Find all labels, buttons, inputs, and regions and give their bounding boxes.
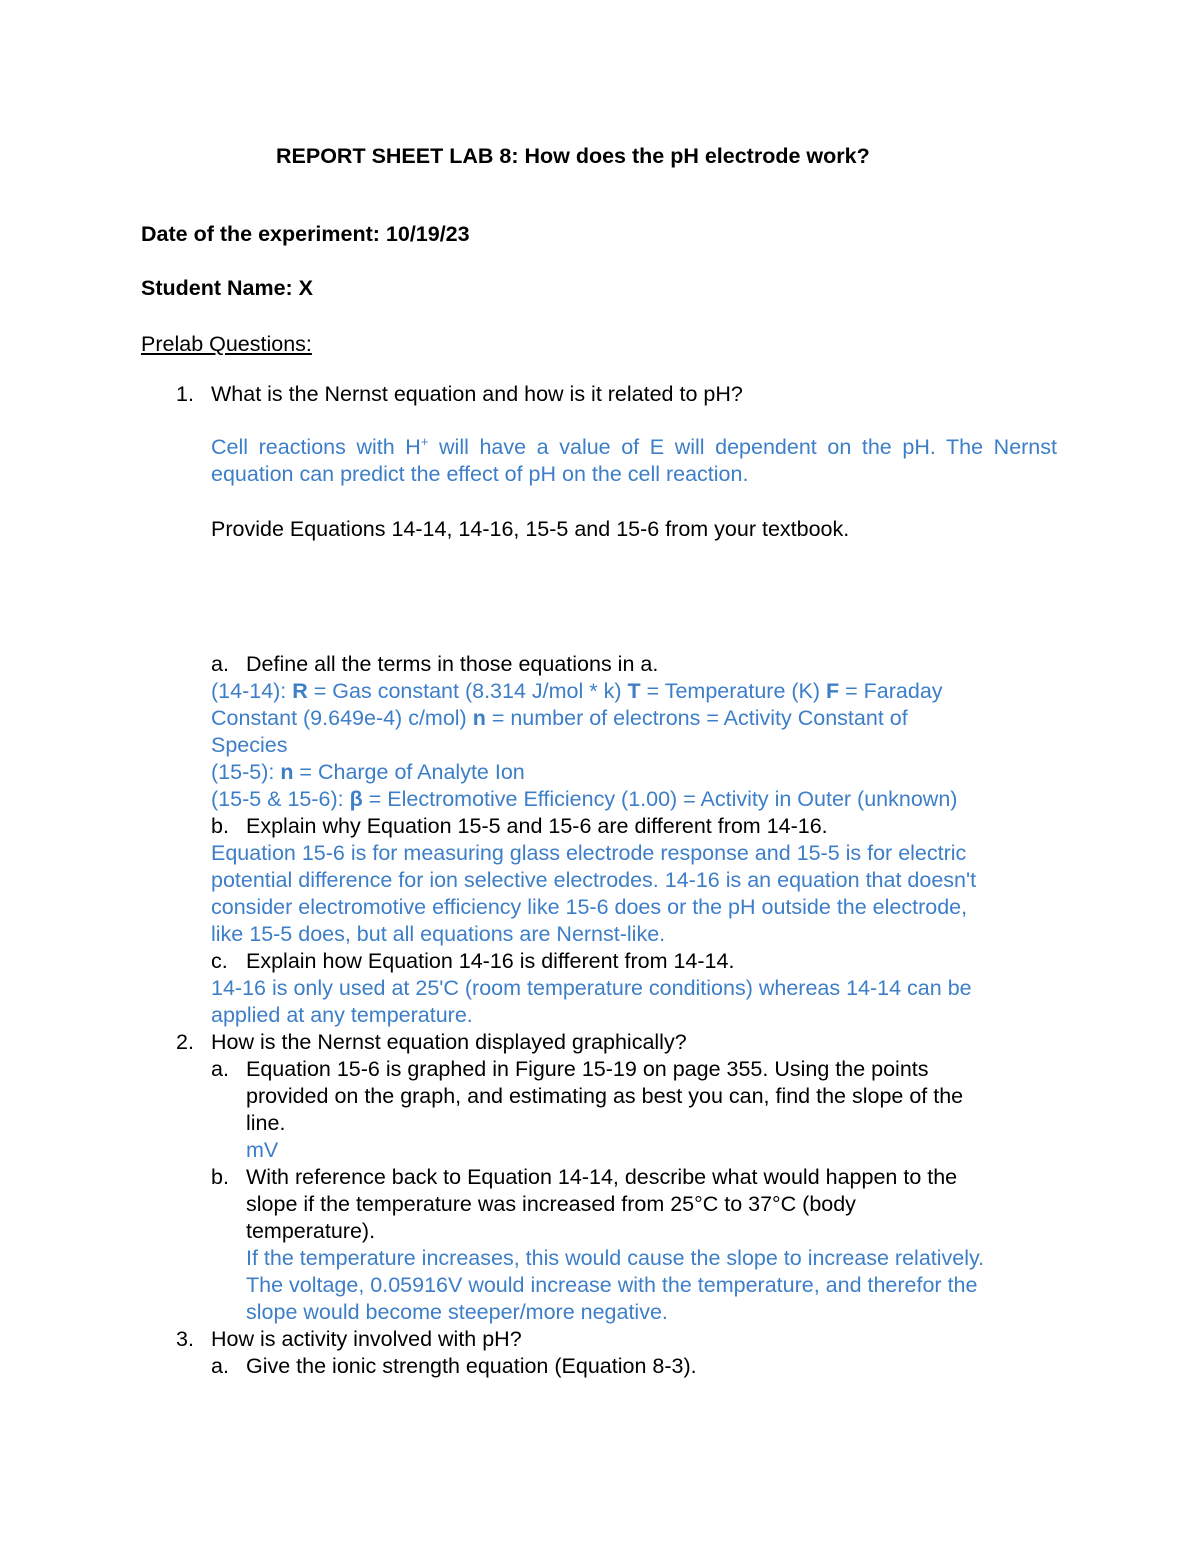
q2b-answer-line3: slope would become steeper/more negative. bbox=[246, 1300, 668, 1324]
q1-answer-sup: + bbox=[420, 433, 429, 449]
q1a-answer-line2 bbox=[211, 705, 908, 732]
q2a-answer: mV bbox=[246, 1138, 279, 1162]
experiment-date: Date of the experiment: 10/19/23 bbox=[141, 222, 470, 246]
q1-provide-text: Provide Equations 14-14, 14-16, 15-5 and 15-6 from your textbook. bbox=[211, 517, 850, 541]
q1a-ans2-prefix: Constant (9.649e-4) c/mol) bbox=[211, 706, 473, 730]
term-T-def: = Temperature (K) bbox=[640, 679, 827, 703]
q2b-label: b. bbox=[211, 1165, 229, 1189]
term-beta: β bbox=[349, 787, 363, 811]
q1a-text: Define all the terms in those equations in a. bbox=[246, 652, 659, 676]
term-R: R bbox=[292, 679, 308, 703]
term-F-def: = Faraday bbox=[839, 679, 943, 703]
term-n-def: = number of electrons = Activity Constant of bbox=[485, 706, 908, 730]
q3a-text: Give the ionic strength equation (Equation 8-3). bbox=[246, 1354, 697, 1378]
term-n: n bbox=[472, 706, 486, 730]
term-F: F bbox=[826, 679, 840, 703]
q3-question: How is activity involved with pH? bbox=[211, 1327, 522, 1351]
q2b-answer-line1: If the temperature increases, this would cause the slope to increase relatively. bbox=[246, 1246, 985, 1270]
q2b-text-line1: With reference back to Equation 14-14, describe what would happen to the bbox=[246, 1165, 958, 1189]
q1b-text: Explain why Equation 15-5 and 15-6 are different from 14-16. bbox=[246, 814, 828, 838]
q1a-answer-line5 bbox=[211, 786, 957, 813]
q3a-label: a. bbox=[211, 1354, 229, 1378]
q1a-answer-line1 bbox=[211, 678, 943, 705]
q2a-text-line1: Equation 15-6 is graphed in Figure 15-19 on page 355. Using the points bbox=[246, 1057, 929, 1081]
q2b-text-line2: slope if the temperature was increased from 25°C to 37°C (body bbox=[246, 1192, 856, 1216]
q2b-answer-line2: The voltage, 0.05916V would increase with the temperature, and therefor the bbox=[246, 1273, 978, 1297]
q1-answer bbox=[211, 434, 1057, 488]
q2-question: How is the Nernst equation displayed graphically? bbox=[211, 1030, 687, 1054]
q1-answer-part1: Cell reactions with H bbox=[211, 435, 421, 459]
term-beta-def: = Electromotive Efficiency (1.00) = Activity in Outer (unknown) bbox=[362, 787, 958, 811]
term-n-analyte-def: = Charge of Analyte Ion bbox=[293, 760, 525, 784]
q1c-answer-line2: applied at any temperature. bbox=[211, 1003, 473, 1027]
q1a-label: a. bbox=[211, 652, 229, 676]
q1-question: What is the Nernst equation and how is it related to pH? bbox=[211, 382, 743, 406]
term-T: T bbox=[627, 679, 641, 703]
q1b-label: b. bbox=[211, 814, 229, 838]
q1-answer-part2: will have a value of E will dependent on the pH. The Nernst equation can predict the effect of pH on the cell reaction. bbox=[211, 435, 1057, 486]
q1b-answer-line4: like 15-5 does, but all equations are Nernst-like. bbox=[211, 922, 666, 946]
term-n-analyte: n bbox=[280, 760, 294, 784]
prelab-heading: Prelab Questions: bbox=[141, 332, 312, 356]
q1b-answer-line1: Equation 15-6 is for measuring glass electrode response and 15-5 is for electric bbox=[211, 841, 967, 865]
q2a-label: a. bbox=[211, 1057, 229, 1081]
q1-number: 1. bbox=[176, 382, 194, 406]
q1a-ans1-prefix: (14-14): bbox=[211, 679, 293, 703]
q2a-text-line2: provided on the graph, and estimating as best you can, find the slope of the bbox=[246, 1084, 964, 1108]
q1b-answer-line2: potential difference for ion selective electrodes. 14-16 is an equation that doesn't bbox=[211, 868, 977, 892]
q2b-text-line3: temperature). bbox=[246, 1219, 376, 1243]
q1c-label: c. bbox=[211, 949, 228, 973]
q1c-text: Explain how Equation 14-16 is different from 14-14. bbox=[246, 949, 735, 973]
q1a-ans4-prefix: (15-5): bbox=[211, 760, 281, 784]
q1a-ans5-prefix: (15-5 & 15-6): bbox=[211, 787, 350, 811]
q1a-answer-line3: Species bbox=[211, 733, 288, 757]
q2-number: 2. bbox=[176, 1030, 194, 1054]
q1c-answer-line1: 14-16 is only used at 25'C (room temperature conditions) whereas 14-14 can be bbox=[211, 976, 972, 1000]
page-title: REPORT SHEET LAB 8: How does the pH electrode work? bbox=[276, 144, 870, 168]
q1a-answer-line4 bbox=[211, 759, 525, 786]
term-R-def: = Gas constant (8.314 J/mol * k) bbox=[307, 679, 628, 703]
q3-number: 3. bbox=[176, 1327, 194, 1351]
student-name: Student Name: X bbox=[141, 276, 314, 300]
q2a-text-line3: line. bbox=[246, 1111, 286, 1135]
q1b-answer-line3: consider electromotive efficiency like 15-6 does or the pH outside the electrode, bbox=[211, 895, 968, 919]
